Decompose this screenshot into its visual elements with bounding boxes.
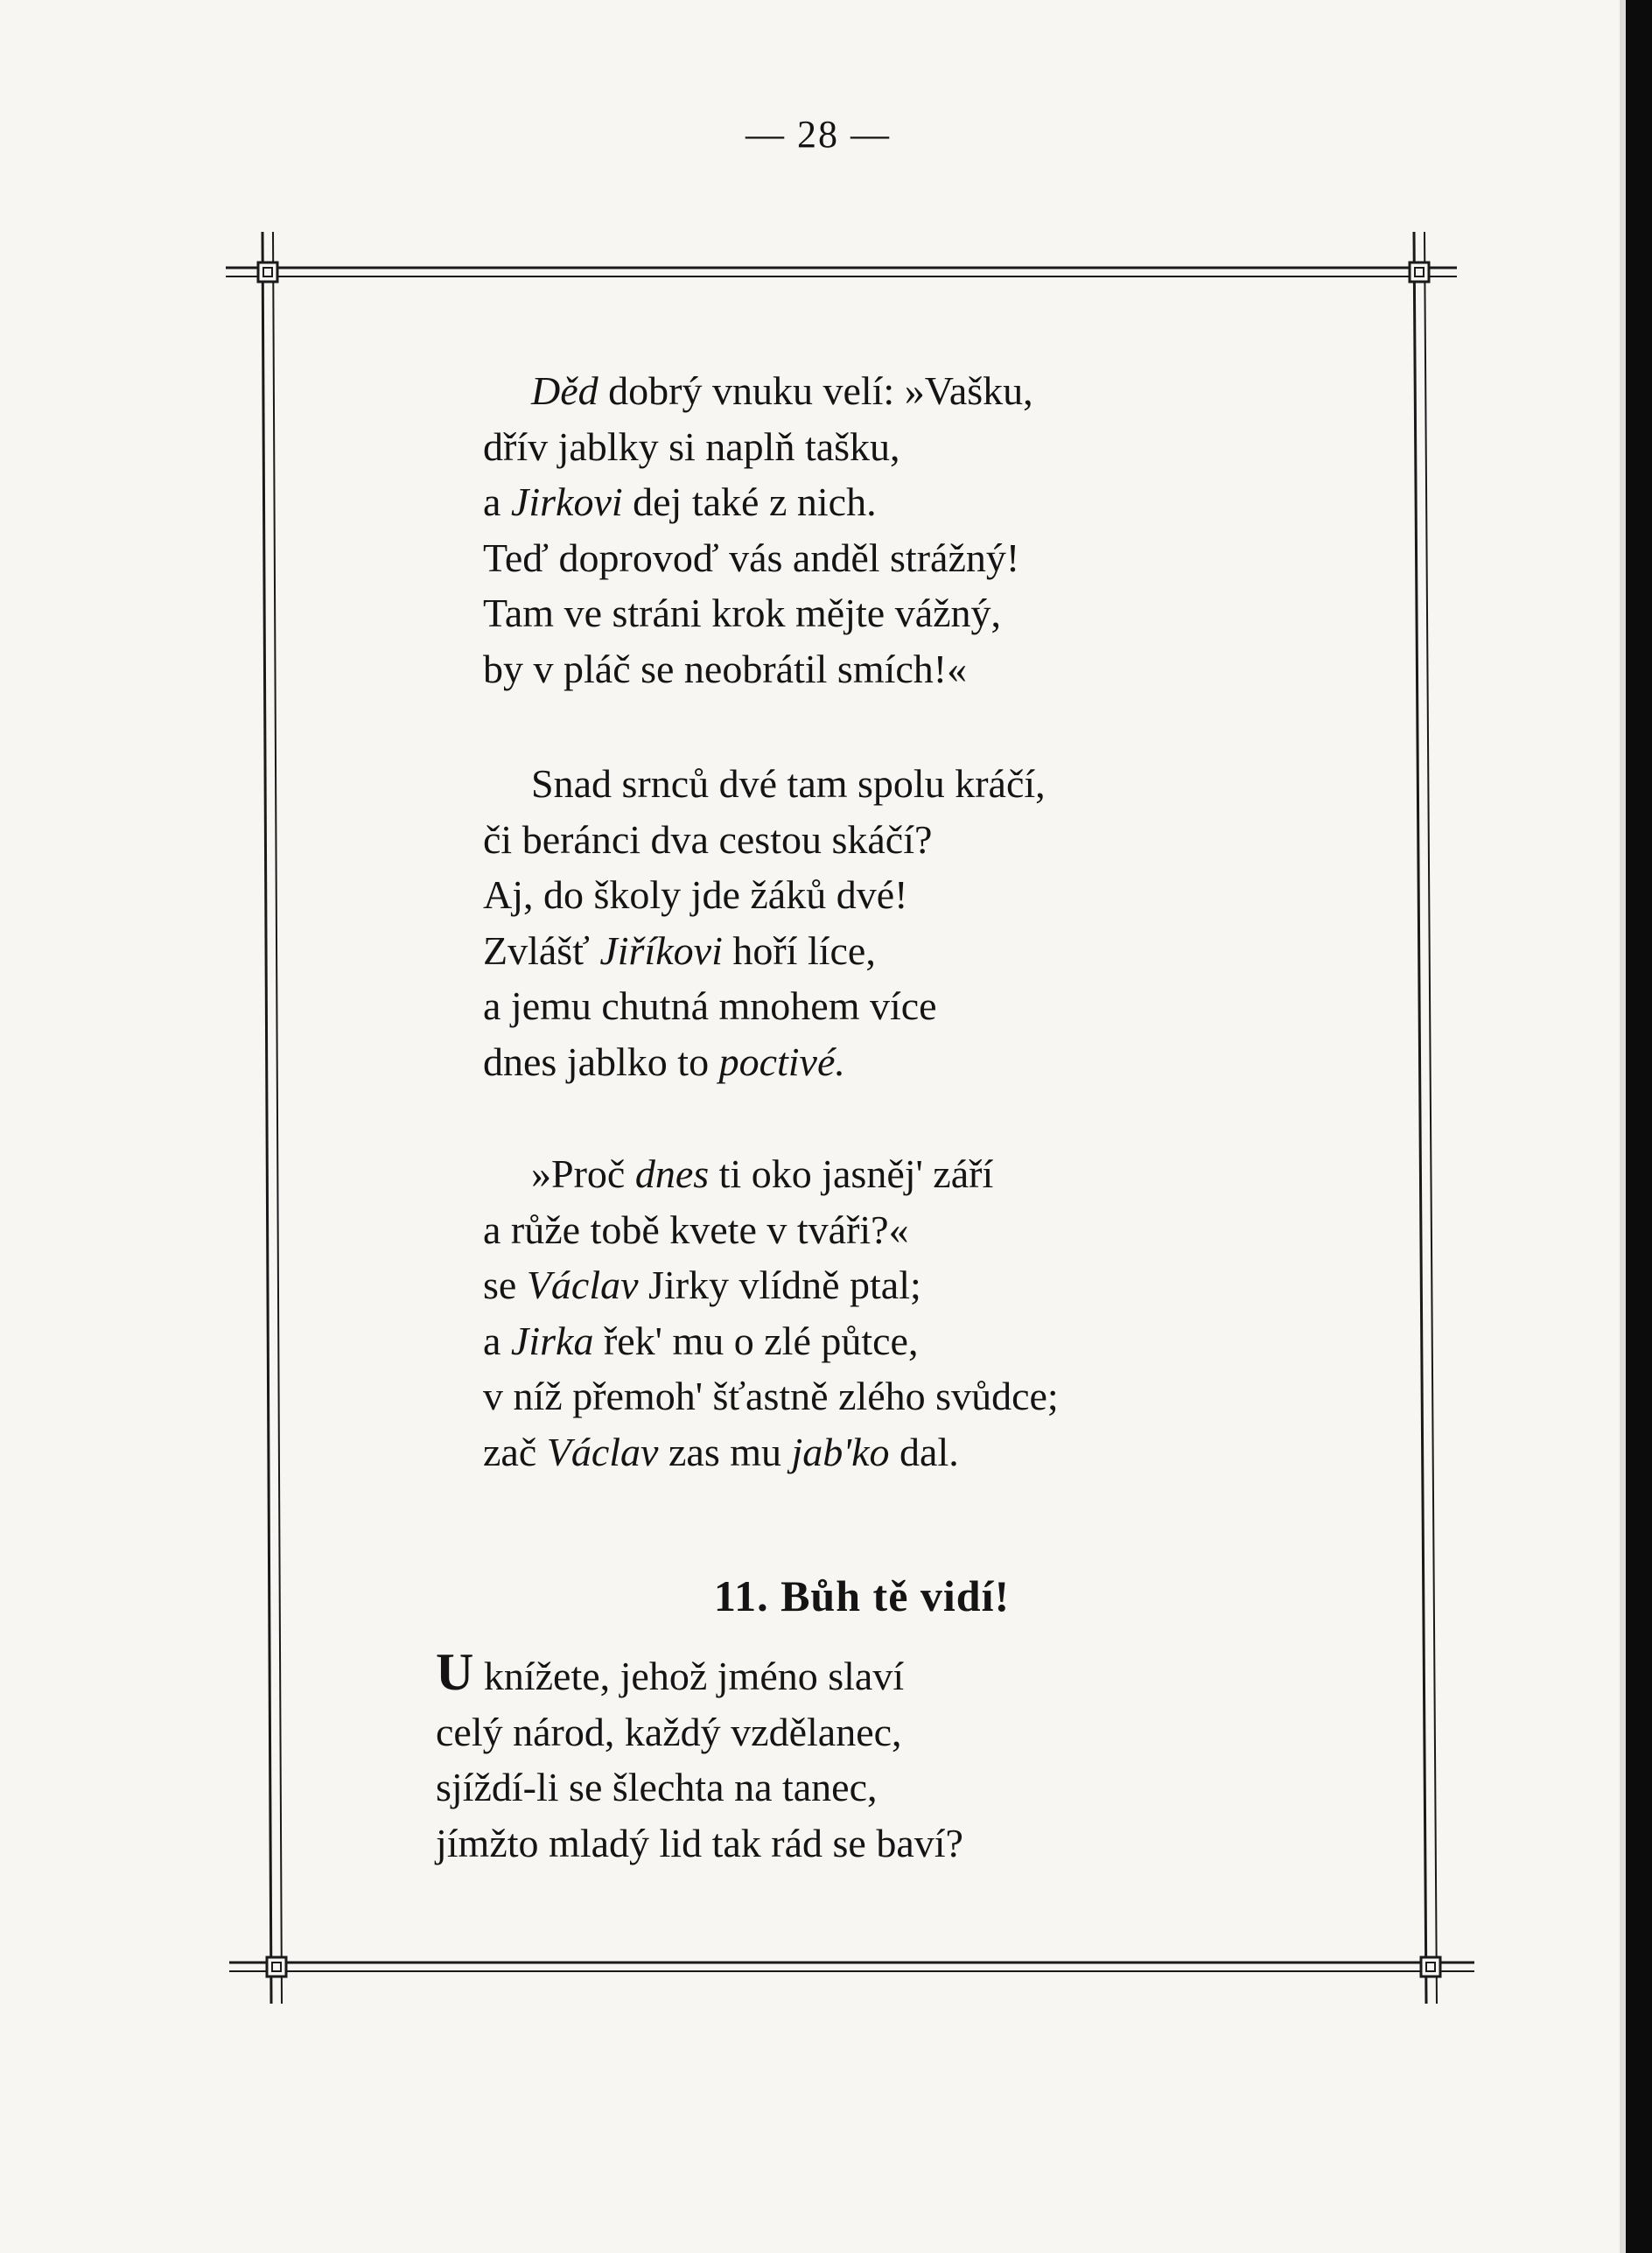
poem-stanza [483,1146,1059,1480]
italic-word: Jiříkovi [599,927,723,973]
section-heading [0,1571,1636,1621]
frame-corner-ornament [1419,1956,1442,1978]
line-text: zač [483,1429,547,1474]
page-number: — 28 — [746,113,891,156]
line-text: a růže tobě kvete v tváři?« [483,1207,909,1252]
line-text: dal. [889,1429,959,1474]
poem-stanza [483,363,1033,696]
poem-line [483,978,1046,1034]
poem-line [483,641,1033,697]
drop-cap: U [436,1643,474,1701]
line-text: zas mu [658,1429,792,1474]
section-stanza [436,1645,963,1871]
line-text: dřív jablky si naplň tašku, [483,423,900,469]
line-text: Tam ve stráni krok mějte vážný, [483,591,1002,635]
poem-line [436,1760,963,1816]
italic-word: poctivé. [718,1039,845,1084]
poem-line [436,1816,963,1872]
line-text: a jemu chutná mnohem více [483,983,937,1028]
line-text: v níž přemoh' šťastně zlého svůdce; [483,1374,1059,1418]
poem-line [483,923,1046,979]
frame-corner-ornament [265,1956,288,1978]
line-text: knížete, jehož jméno slaví [473,1654,905,1698]
poem-line [483,1424,1059,1480]
book-spine-edge [1626,0,1652,2253]
line-text: či beránci dva cestou skáčí? [483,816,933,862]
poem-line [483,1257,1059,1313]
poem-line [483,1146,1059,1202]
line-text: řek' mu o zlé půtce, [593,1318,919,1363]
line-text: ti oko jasněj' září [709,1151,994,1196]
line-text: Zvlášť [483,927,600,973]
line-text: hoří líce, [722,927,876,973]
line-text: jímžto mladý lid tak rád se baví? [436,1820,963,1865]
poem-line [436,1704,963,1760]
line-text: a [483,1318,511,1363]
italic-word: Děd [531,368,598,413]
poem-line [483,1034,1046,1090]
line-text: dej také z nich. [622,479,877,524]
line-text: Teď doprovoď vás anděl strážný! [483,535,1020,580]
frame-corner-ornament [1408,261,1431,283]
line-text: se [483,1263,527,1307]
italic-word: Jirkovi [510,479,623,524]
poem-line [483,530,1033,586]
line-text: by v pláč se neobrátil smích!« [483,646,968,691]
line-text: dobrý vnuku velí: »Vašku, [598,368,1033,413]
poem-line [436,1645,963,1704]
line-text: Snad srnců dvé tam spolu kráčí, [531,761,1046,806]
line-text: Jirky vlídně ptal; [638,1263,921,1307]
page-gutter [1620,0,1626,2253]
italic-word: Václav [526,1263,639,1307]
frame-corner-ornament [256,261,279,283]
italic-word: dnes [634,1151,710,1196]
poem-line [483,1202,1059,1258]
poem-line [483,1313,1059,1369]
poem-line [483,756,1046,812]
line-text: sjíždí-li se šlechta na tanec, [436,1765,878,1809]
poem-line [483,585,1033,641]
poem-line [483,812,1046,868]
line-text: a [483,479,511,524]
line-text: »Proč [531,1151,635,1196]
section-heading-text: 11. Bůh tě vidí! [713,1571,1011,1620]
poem-line [483,419,1033,475]
poem-stanza [483,756,1046,1089]
italic-word: Václav [546,1429,659,1474]
poem-line [483,363,1033,419]
poem-line [483,474,1033,530]
poem-line [483,867,1046,923]
line-text: celý národ, každý vzdělanec, [436,1709,902,1754]
italic-word: jab'ko [791,1429,890,1474]
line-text: Aj, do školy jde žáků dvé! [483,872,908,917]
line-text: dnes jablko to [483,1039,719,1084]
italic-word: Jirka [510,1318,594,1363]
poem-line [483,1368,1059,1424]
